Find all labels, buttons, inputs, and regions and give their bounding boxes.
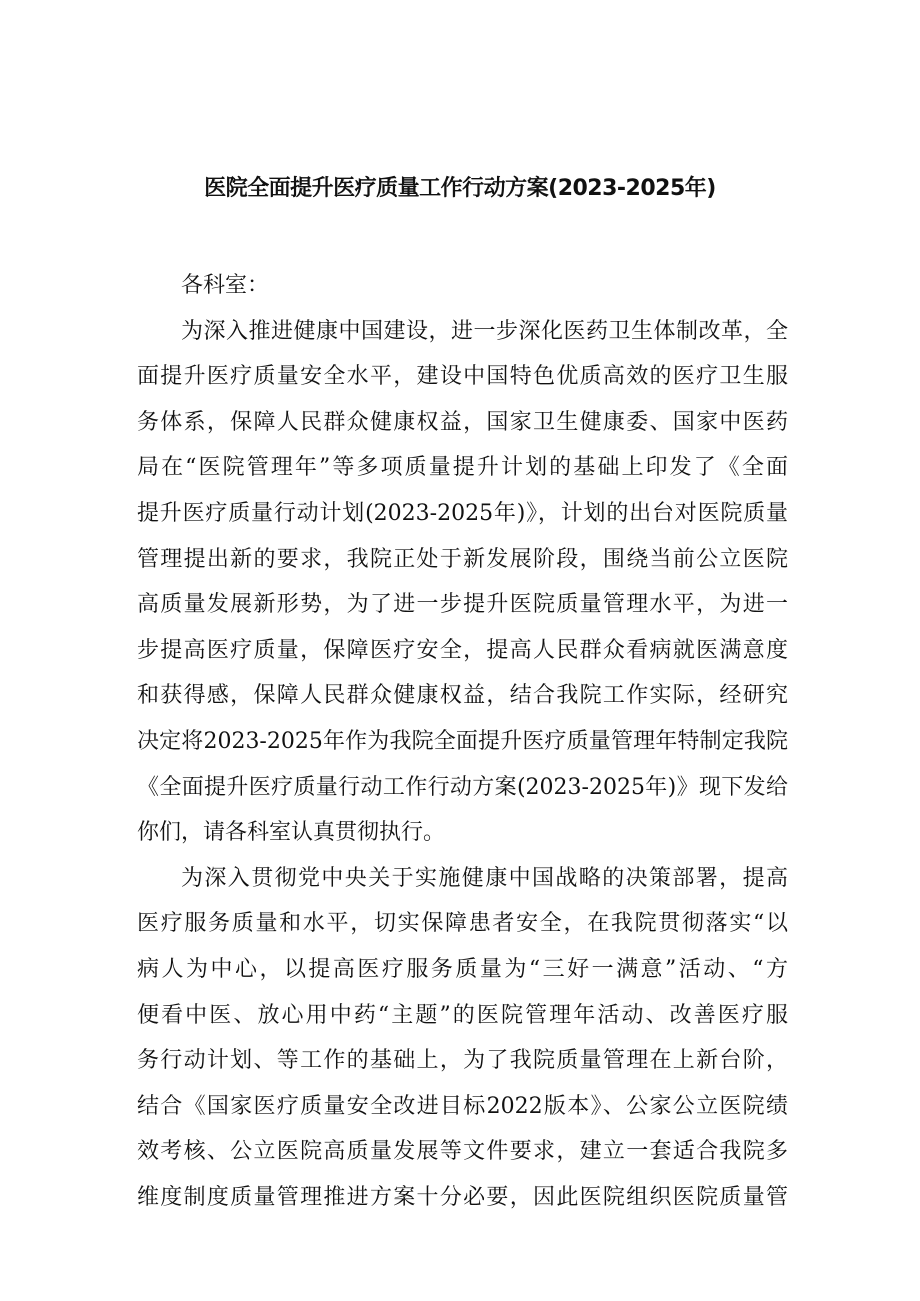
paragraph-2 [137,856,788,1221]
paragraph-line: 和获得感，保障人民群众健康权益，结合我院工作实际，经研究 [137,683,788,709]
paragraph-line: 高质量发展新形势，为了进一步提升医院质量管理水平，为进一 [137,592,788,618]
paragraph-line: 效考核、公立医院高质量发展等文件要求，建立一套适合我院多 [137,1139,788,1165]
paragraph-line: 结合《国家医疗质量安全改进目标2022版本》、公家公立医院绩 [137,1093,788,1119]
paragraph-line: 提升医疗质量行动计划(2023-2025年)》，计划的出台对医院质量 [137,500,788,526]
paragraph-line: 局在“医院管理年”等多项质量提升计划的基础上印发了《全面 [137,455,788,481]
paragraph-line: 管理提出新的要求，我院正处于新发展阶段，围绕当前公立医院 [137,546,788,572]
paragraph-line: 维度制度质量管理推进方案十分必要，因此医院组织医院质量管 [137,1184,788,1210]
paragraph-line: 务行动计划、等工作的基础上，为了我院质量管理在上新台阶， [137,1048,788,1074]
paragraph-line: 为深入贯彻党中央关于实施健康中国战略的决策部署，提高 [181,865,788,891]
paragraph-line: 步提高医疗质量，保障医疗安全，提高人民群众看病就医满意度 [137,637,788,663]
paragraph-1 [137,309,788,856]
paragraph-line: 务体系，保障人民群众健康权益，国家卫生健康委、国家中医药 [137,409,788,435]
paragraph-line: 面提升医疗质量安全水平，建设中国特色优质高效的医疗卫生服 [137,364,788,390]
paragraph-line: 你们，请各科室认真贯彻执行。 [137,820,446,846]
document-title: 医院全面提升医疗质量工作行动方案(2023-2025年) [204,176,716,201]
paragraph-line: 便看中医、放心用中药“主题”的医院管理年活动、改善医疗服 [137,1002,788,1028]
paragraph-line: 决定将2023-2025年作为我院全面提升医疗质量管理年特制定我院 [137,728,788,754]
salutation: 各科室： [181,273,270,298]
paragraph-line: 为深入推进健康中国建设，进一步深化医药卫生体制改革，全 [181,318,788,344]
paragraph-line: 医疗服务质量和水平，切实保障患者安全，在我院贯彻落实“以 [137,911,788,937]
paragraph-line: 病人为中心，以提高医疗服务质量为“三好一满意”活动、“方 [137,956,788,982]
document-body [137,263,788,1220]
paragraph-line: 《全面提升医疗质量行动工作行动方案(2023-2025年)》现下发给 [137,774,788,800]
